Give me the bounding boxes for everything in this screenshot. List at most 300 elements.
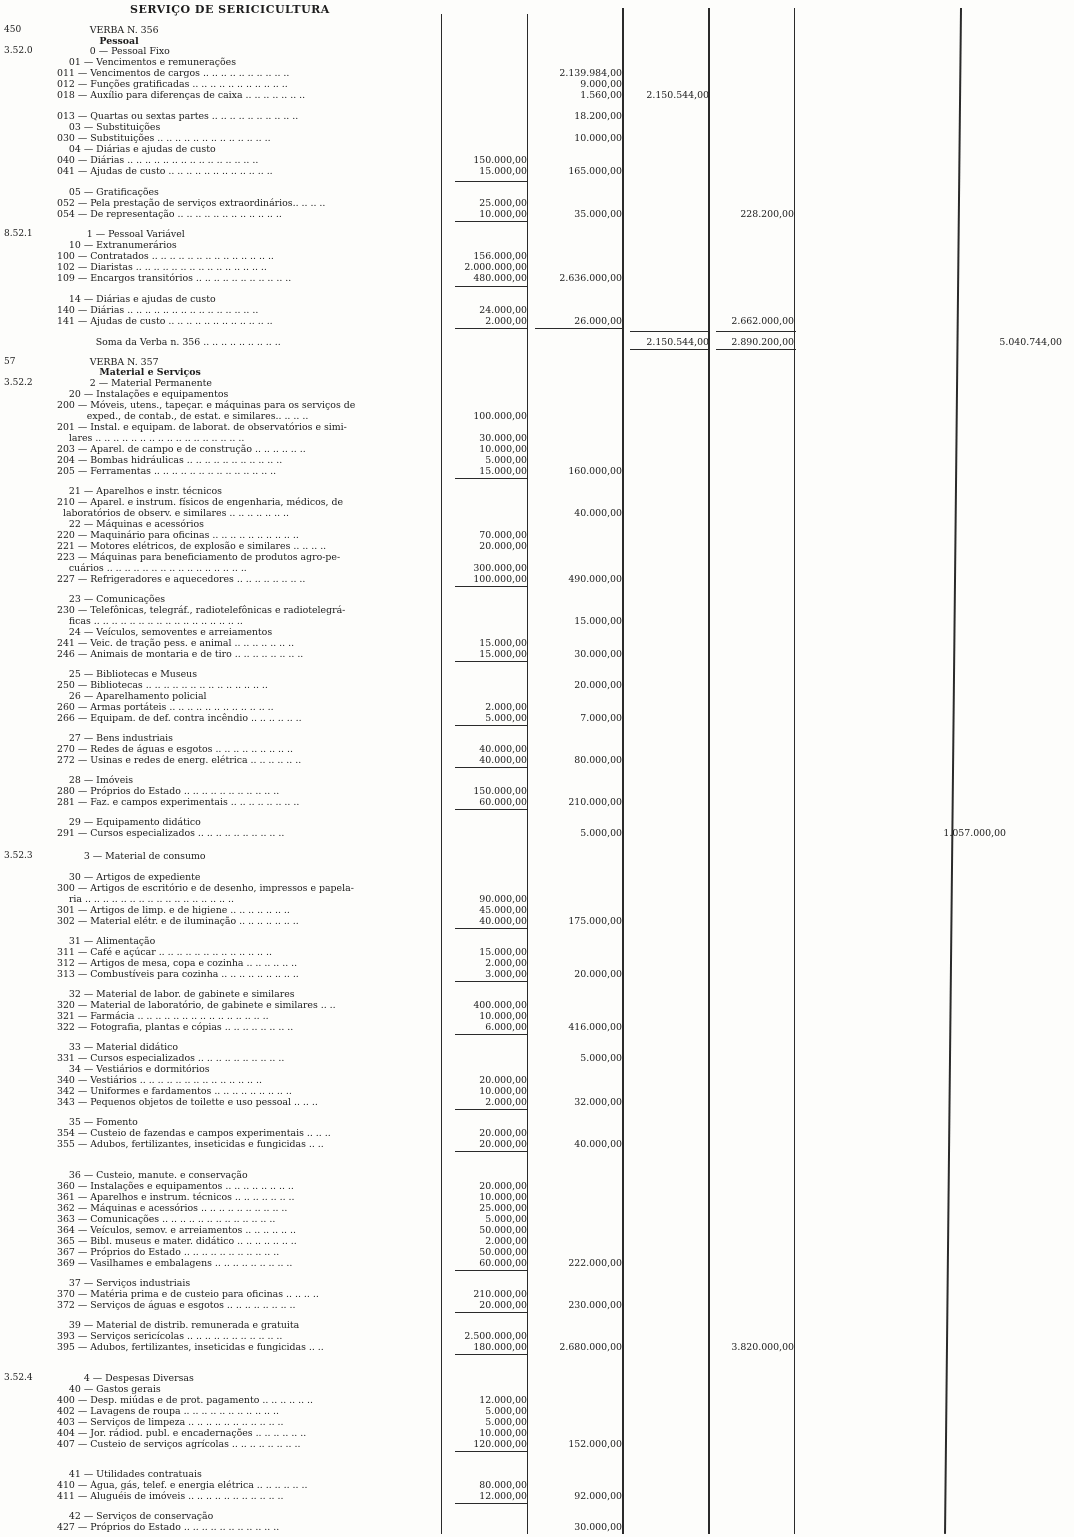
row-label: 018 — Auxílio para diferenças de caixa .. .. .. .. .. .. .. (57, 90, 306, 101)
table-row (0, 240, 1074, 251)
amount-c1: 20.000,00 (479, 1181, 527, 1192)
amount-c1: 120.000,00 (473, 1439, 527, 1450)
table-row (0, 400, 1074, 411)
subtotal-rule (455, 767, 527, 768)
table-row (0, 541, 1074, 552)
row-label: cuários .. .. .. .. .. .. .. .. .. .. .. .. .. .. .. .. (57, 563, 247, 574)
row-label: laboratórios de observ. e similares .. .. .. .. .. .. .. (57, 508, 289, 519)
row-label: 260 — Armas portáteis .. .. .. .. .. .. .. .. .. .. .. .. (57, 702, 274, 713)
amount-c1: 2.000,00 (485, 958, 527, 969)
subtotal-rule (455, 1354, 527, 1355)
row-label: 26 — Aparelhamento policial (57, 691, 207, 702)
row-label: 241 — Veic. de tração pess. e animal .. .. .. .. .. .. .. (57, 638, 295, 649)
row-label: 230 — Telefônicas, telegráf., radiotelefônicas e radiotelegrá- (57, 605, 346, 616)
row-label: 33 — Material didático (57, 1042, 178, 1053)
amount-c1: 15.000,00 (479, 649, 527, 660)
amount-c1: 156.000,00 (473, 251, 527, 262)
amount-c2: 5.000,00 (580, 1053, 622, 1064)
amount-c1: 40.000,00 (479, 744, 527, 755)
table-row (0, 1022, 1074, 1033)
amount-c1: 5.000,00 (485, 1417, 527, 1428)
table-row (0, 1331, 1074, 1342)
amount-c2: 80.000,00 (574, 755, 622, 766)
row-label: 365 — Bibl. museus e mater. didático .. .. .. .. .. .. .. (57, 1236, 297, 1247)
amount-c1: 40.000,00 (479, 755, 527, 766)
amount-c1: 400.000,00 (473, 1000, 527, 1011)
row-label: 23 — Comunicações (57, 594, 166, 605)
amount-c1: 80.000,00 (479, 1480, 527, 1491)
table-row (0, 1480, 1074, 1491)
amount-c1: 2.000.000,00 (464, 262, 527, 273)
row-label: 302 — Material elétr. e de iluminação .. .. .. .. .. .. .. (57, 916, 299, 927)
row-label: 203 — Aparel. de campo e de construção .. .. .. .. .. .. (57, 444, 306, 455)
amount-c1: 10.000,00 (479, 1011, 527, 1022)
margin-code: 3.52.0 (4, 46, 33, 56)
row-label: 370 — Matéria prima e de custeio para oficinas .. .. .. .. (57, 1289, 319, 1300)
table-row (0, 563, 1074, 574)
subtotal-rule (455, 221, 527, 222)
amount-c4: 2.890.200,00 (731, 337, 794, 348)
row-label: 361 — Aparelhos e instrum. técnicos .. .. .. .. .. .. .. (57, 1192, 295, 1203)
row-label: 31 — Alimentação (57, 936, 156, 947)
subtotal-rule (455, 586, 527, 587)
row-label: 2 — Material Permanente (57, 378, 212, 389)
row-label: 25 — Bibliotecas e Museus (57, 669, 198, 680)
table-row (0, 936, 1074, 947)
table-row (0, 1247, 1074, 1258)
table-row (0, 733, 1074, 744)
table-row (0, 1278, 1074, 1289)
row-label: 1 — Pessoal Variável (57, 229, 185, 240)
subtotal-rule (455, 478, 527, 479)
amount-c4: 228.200,00 (740, 209, 794, 220)
amount-c1: 5.000,00 (485, 455, 527, 466)
table-row (0, 1181, 1074, 1192)
amount-c1: 20.000,00 (479, 1139, 527, 1150)
amount-c1: 5.000,00 (485, 1406, 527, 1417)
table-row (0, 1469, 1074, 1480)
subtotal-rule (455, 286, 527, 287)
row-label: 223 — Máquinas para beneficiamento de produtos agro-pe- (57, 552, 341, 563)
row-label: 32 — Material de labor. de gabinete e similares (57, 989, 295, 1000)
subtotal-rule (455, 1312, 527, 1313)
table-row (0, 1203, 1074, 1214)
row-label: 363 — Comunicações .. .. .. .. .. .. .. .. .. .. .. .. .. (57, 1214, 276, 1225)
table-row (0, 316, 1074, 327)
amount-c1: 45.000,00 (479, 905, 527, 916)
table-row (0, 25, 1074, 36)
row-label: 410 — Água, gás, telef. e energia elétrica .. .. .. .. .. .. (57, 1480, 308, 1491)
row-label: 200 — Móveis, utens., tapeçar. e máquinas para os serviços de (57, 400, 356, 411)
amount-c2: 152.000,00 (568, 1439, 622, 1450)
row-label: 372 — Serviços de águas e esgotos .. .. .. .. .. .. .. .. (57, 1300, 296, 1311)
row-label: 313 — Combustíveis para cozinha .. .. .. .. .. .. .. .. .. (57, 969, 299, 980)
row-label: 3 — Material de consumo (57, 851, 206, 862)
amount-c1: 90.000,00 (479, 894, 527, 905)
amount-c1: 5.000,00 (485, 1214, 527, 1225)
table-row (0, 755, 1074, 766)
amount-c2: 490.000,00 (568, 574, 622, 585)
row-label: 30 — Artigos de expediente (57, 872, 201, 883)
amount-c1: 480.000,00 (473, 273, 527, 284)
row-label: 312 — Artigos de mesa, copa e cozinha .. .. .. .. .. .. (57, 958, 298, 969)
table-row (0, 389, 1074, 400)
subtotal-rule (630, 331, 710, 332)
table-row (0, 872, 1074, 883)
amount-c1: 20.000,00 (479, 1128, 527, 1139)
subtotal-rule (455, 1034, 527, 1035)
table-row (0, 552, 1074, 563)
amount-c2: 9.000,00 (580, 79, 622, 90)
amount-c1: 180.000,00 (473, 1342, 527, 1353)
amount-c2: 210.000,00 (568, 797, 622, 808)
row-label: 41 — Utilidades contratuais (57, 1469, 202, 1480)
row-label: 402 — Lavagens de roupa .. .. .. .. .. .. .. .. .. .. .. (57, 1406, 279, 1417)
row-label: 040 — Diárias .. .. .. .. .. .. .. .. .. .. .. .. .. .. .. (57, 155, 259, 166)
amount-c2: 35.000,00 (574, 209, 622, 220)
table-row (0, 133, 1074, 144)
table-row (0, 1236, 1074, 1247)
table-row (0, 916, 1074, 927)
amount-c1: 12.000,00 (479, 1491, 527, 1502)
amount-c2: 2.139.984,00 (559, 68, 622, 79)
row-label: 20 — Instalações e equipamentos (57, 389, 229, 400)
table-row (0, 594, 1074, 605)
table-row (0, 605, 1074, 616)
row-label: 403 — Serviços de limpeza .. .. .. .. .. .. .. .. .. .. .. (57, 1417, 284, 1428)
table-row (0, 519, 1074, 530)
margin-code: 3.52.4 (4, 1373, 33, 1383)
row-label: 40 — Gastos gerais (57, 1384, 161, 1395)
table-row (0, 1128, 1074, 1139)
amount-c1: 2.000,00 (485, 316, 527, 327)
subtotal-rule (455, 981, 527, 982)
amount-c2: 160.000,00 (568, 466, 622, 477)
amount-c1: 12.000,00 (479, 1395, 527, 1406)
row-label: 221 — Motores elétricos, de explosão e similares .. .. .. .. (57, 541, 327, 552)
amount-c1: 40.000,00 (479, 916, 527, 927)
table-row (0, 455, 1074, 466)
amount-c1: 3.000,00 (485, 969, 527, 980)
table-row (0, 1417, 1074, 1428)
table-row (0, 1373, 1074, 1384)
table-row (0, 1428, 1074, 1439)
table-row (0, 744, 1074, 755)
subtotal-rule (630, 349, 710, 350)
table-row (0, 969, 1074, 980)
table-row (0, 1086, 1074, 1097)
amount-c1: 60.000,00 (479, 1258, 527, 1269)
row-label: 321 — Farmácia .. .. .. .. .. .. .. .. .. .. .. .. .. .. .. (57, 1011, 269, 1022)
row-label: 369 — Vasilhames e embalagens .. .. .. .. .. .. .. .. .. (57, 1258, 293, 1269)
amount-c1: 70.000,00 (479, 530, 527, 541)
row-label: 052 — Pela prestação de serviços extraordinários.. .. .. .. (57, 198, 326, 209)
row-label: 35 — Fomento (57, 1117, 138, 1128)
amount-c6: 5.040.744,00 (999, 337, 1062, 348)
amount-c1: 2.000,00 (485, 702, 527, 713)
table-row (0, 209, 1074, 220)
subtotal-rule (455, 1503, 527, 1504)
row-label: 29 — Equipamento didático (57, 817, 201, 828)
row-label: 331 — Cursos especializados .. .. .. .. .. .. .. .. .. .. (57, 1053, 285, 1064)
amount-c1: 100.000,00 (473, 411, 527, 422)
table-row (0, 797, 1074, 808)
amount-c4: 3.820.000,00 (731, 1342, 794, 1353)
table-row (0, 90, 1074, 101)
table-row (0, 46, 1074, 57)
row-label: 227 — Refrigeradores e aquecedores .. .. .. .. .. .. .. .. (57, 574, 306, 585)
row-label: 0 — Pessoal Fixo (57, 46, 170, 57)
row-label: 100 — Contratados .. .. .. .. .. .. .. .. .. .. .. .. .. .. (57, 251, 274, 262)
amount-c1: 10.000,00 (479, 1192, 527, 1203)
table-row (0, 68, 1074, 79)
row-label: 34 — Vestiários e dormitórios (57, 1064, 210, 1075)
amount-c2: 20.000,00 (574, 680, 622, 691)
amount-c1: 10.000,00 (479, 1086, 527, 1097)
row-label: 140 — Diárias .. .. .. .. .. .. .. .. .. .. .. .. .. .. .. (57, 305, 259, 316)
row-label: 270 — Redes de águas e esgotos .. .. .. .. .. .. .. .. .. (57, 744, 293, 755)
row-label: 05 — Gratificações (57, 187, 159, 198)
table-row (0, 894, 1074, 905)
table-row (0, 1117, 1074, 1128)
table-row (0, 466, 1074, 477)
table-row (0, 273, 1074, 284)
table-row (0, 1522, 1074, 1533)
table-row (0, 497, 1074, 508)
amount-c2: 1.560,00 (580, 90, 622, 101)
row-label: 22 — Máquinas e acessórios (57, 519, 204, 530)
amount-c1: 10.000,00 (479, 444, 527, 455)
amount-c1: 30.000,00 (479, 433, 527, 444)
table-row (0, 166, 1074, 177)
amount-c1: 210.000,00 (473, 1289, 527, 1300)
table-row (0, 187, 1074, 198)
table-row (0, 1289, 1074, 1300)
amount-c1: 10.000,00 (479, 209, 527, 220)
amount-c1: 100.000,00 (473, 574, 527, 585)
margin-code: 3.52.2 (4, 378, 33, 388)
row-label: lares .. .. .. .. .. .. .. .. .. .. .. .. .. .. .. .. .. (57, 433, 245, 444)
subtotal-rule (455, 1151, 527, 1152)
table-row (0, 1011, 1074, 1022)
amount-c1: 15.000,00 (479, 947, 527, 958)
amount-c1: 150.000,00 (473, 155, 527, 166)
row-label: 054 — De representação .. .. .. .. .. .. .. .. .. .. .. .. (57, 209, 282, 220)
row-label: 4 — Despesas Diversas (57, 1373, 194, 1384)
table-row (0, 1042, 1074, 1053)
row-label: 250 — Bibliotecas .. .. .. .. .. .. .. .. .. .. .. .. .. .. (57, 680, 268, 691)
amount-c2: 2.636.000,00 (559, 273, 622, 284)
row-label: 03 — Substituições (57, 122, 161, 133)
row-label: 354 — Custeio de fazendas e campos experimentais .. .. .. (57, 1128, 331, 1139)
amount-c2: 26.000,00 (574, 316, 622, 327)
subtotal-rule (455, 725, 527, 726)
amount-c2: 5.000,00 (580, 828, 622, 839)
subtotal-rule (455, 328, 527, 329)
row-label: 109 — Encargos transitórios .. .. .. .. .. .. .. .. .. .. .. (57, 273, 292, 284)
row-label: 21 — Aparelhos e instr. técnicos (57, 486, 222, 497)
row-label: 39 — Material de distrib. remunerada e gratuita (57, 1320, 300, 1331)
amount-c2: 30.000,00 (574, 649, 622, 660)
row-label: 364 — Veículos, semov. e arreiamentos .. .. .. .. .. .. (57, 1225, 296, 1236)
amount-c2: 40.000,00 (574, 1139, 622, 1150)
amount-c1: 25.000,00 (479, 1203, 527, 1214)
row-label: 411 — Aluguéis de imóveis .. .. .. .. .. .. .. .. .. .. .. (57, 1491, 284, 1502)
row-label: 204 — Bombas hidráulicas .. .. .. .. .. .. .. .. .. .. .. (57, 455, 283, 466)
table-row (0, 691, 1074, 702)
row-label: 272 — Usinas e redes de energ. elétrica .. .. .. .. .. .. (57, 755, 302, 766)
amount-c2: 175.000,00 (568, 916, 622, 927)
table-row (0, 1192, 1074, 1203)
table-row (0, 1491, 1074, 1502)
row-label: 04 — Diárias e ajudas de custo (57, 144, 216, 155)
table-row (0, 367, 1074, 378)
table-row (0, 1258, 1074, 1269)
row-label: 280 — Próprios do Estado .. .. .. .. .. .. .. .. .. .. .. (57, 786, 280, 797)
subtotal-rule (455, 661, 527, 662)
subtotal-rule (455, 181, 527, 182)
row-label: 320 — Material de laboratório, de gabinete e similares .. .. (57, 1000, 336, 1011)
row-label: Material e Serviços (57, 367, 201, 378)
table-row (0, 111, 1074, 122)
amount-c1: 20.000,00 (479, 1075, 527, 1086)
table-row (0, 883, 1074, 894)
amount-c2: 222.000,00 (568, 1258, 622, 1269)
row-label: 281 — Faz. e campos experimentais .. .. .. .. .. .. .. .. (57, 797, 300, 808)
table-row (0, 713, 1074, 724)
table-row (0, 627, 1074, 638)
amount-c1: 2.000,00 (485, 1236, 527, 1247)
row-label: 311 — Café e açúcar .. .. .. .. .. .. .. .. .. .. .. .. .. (57, 947, 272, 958)
table-row (0, 1170, 1074, 1181)
amount-c2: 18.200,00 (574, 111, 622, 122)
row-label: 395 — Adubos, fertilizantes, inseticidas e fungicidas .. .. (57, 1342, 324, 1353)
margin-code: 3.52.3 (4, 851, 33, 861)
table-row (0, 1395, 1074, 1406)
row-label: 27 — Bens industriais (57, 733, 173, 744)
table-row (0, 198, 1074, 209)
amount-c4: 2.662.000,00 (731, 316, 794, 327)
row-label: 37 — Serviços industriais (57, 1278, 191, 1289)
margin-code: 57 (4, 357, 16, 367)
row-label: Pessoal (57, 36, 139, 47)
table-row (0, 702, 1074, 713)
table-row (0, 669, 1074, 680)
amount-c2: 40.000,00 (574, 508, 622, 519)
amount-c1: 10.000,00 (479, 1428, 527, 1439)
table-row (0, 958, 1074, 969)
table-row (0, 229, 1074, 240)
row-label: 14 — Diárias e ajudas de custo (57, 294, 216, 305)
amount-c2: 230.000,00 (568, 1300, 622, 1311)
row-label: 400 — Desp. miúdas e de prot. pagamento .. .. .. .. .. .. (57, 1395, 313, 1406)
amount-c3: 2.150.544,00 (646, 337, 709, 348)
table-row (0, 530, 1074, 541)
subtotal-rule (455, 1109, 527, 1110)
row-label: 102 — Diaristas .. .. .. .. .. .. .. .. .. .. .. .. .. .. .. (57, 262, 267, 273)
row-label: VERBA N. 356 (57, 25, 159, 36)
row-label: 01 — Vencimentos e remunerações (57, 57, 237, 68)
amount-c2: 165.000,00 (568, 166, 622, 177)
row-label: ficas .. .. .. .. .. .. .. .. .. .. .. .. .. .. .. .. .. (57, 616, 243, 627)
row-label: 10 — Extranumerários (57, 240, 177, 251)
table-row (0, 649, 1074, 660)
margin-code: 450 (4, 25, 22, 35)
row-label: 220 — Maquinário para oficinas .. .. .. .. .. .. .. .. .. .. (57, 530, 299, 541)
row-label: 360 — Instalações e equipamentos .. .. .. .. .. .. .. .. (57, 1181, 294, 1192)
table-row (0, 444, 1074, 455)
amount-c2: 15.000,00 (574, 616, 622, 627)
amount-c1: 20.000,00 (479, 541, 527, 552)
amount-c1: 15.000,00 (479, 638, 527, 649)
amount-c1: 60.000,00 (479, 797, 527, 808)
table-row (0, 508, 1074, 519)
amount-c2: 7.000,00 (580, 713, 622, 724)
row-label: 246 — Animais de montaria e de tiro .. .. .. .. .. .. .. .. (57, 649, 304, 660)
table-row (0, 79, 1074, 90)
amount-c2: 416.000,00 (568, 1022, 622, 1033)
row-label: 404 — Jor. rádiod. publ. e encadernações .. .. .. .. .. .. (57, 1428, 307, 1439)
table-row (0, 1320, 1074, 1331)
margin-code: 8.52.1 (4, 229, 33, 239)
table-row (0, 1384, 1074, 1395)
row-label: Soma da Verba n. 356 .. .. .. .. .. .. .. .. .. (57, 337, 281, 348)
subtotal-rule (455, 1451, 527, 1452)
row-label: 24 — Veículos, semoventes e arreiamentos (57, 627, 273, 638)
row-label: 205 — Ferramentas .. .. .. .. .. .. .. .. .. .. .. .. .. .. (57, 466, 277, 477)
row-label: 342 — Uniformes e fardamentos .. .. .. .. .. .. .. .. .. (57, 1086, 292, 1097)
row-label: 355 — Adubos, fertilizantes, inseticidas e fungicidas .. .. (57, 1139, 324, 1150)
table-row (0, 1225, 1074, 1236)
row-label: 427 — Próprios do Estado .. .. .. .. .. .. .. .. .. .. .. (57, 1522, 280, 1533)
amount-c1: 6.000,00 (485, 1022, 527, 1033)
row-label: exped., de contab., de estat. e similares.. .. .. .. (57, 411, 309, 422)
amount-c1: 5.000,00 (485, 713, 527, 724)
amount-c1: 15.000,00 (479, 466, 527, 477)
row-label: 011 — Vencimentos de cargos .. .. .. .. .. .. .. .. .. .. (57, 68, 290, 79)
table-row (0, 616, 1074, 627)
amount-c1: 25.000,00 (479, 198, 527, 209)
row-label: 030 — Substituições .. .. .. .. .. .. .. .. .. .. .. .. .. (57, 133, 271, 144)
row-label: 012 — Funções gratificadas .. .. .. .. .. .. .. .. .. .. .. (57, 79, 288, 90)
row-label: 041 — Ajudas de custo .. .. .. .. .. .. .. .. .. .. .. .. (57, 166, 273, 177)
row-label: 300 — Artigos de escritório e de desenho, impressos e papela- (57, 883, 354, 894)
subtotal-rule (455, 809, 527, 810)
table-row (0, 122, 1074, 133)
row-label: 393 — Serviços sericícolas .. .. .. .. .. .. .. .. .. .. .. (57, 1331, 283, 1342)
row-label: 36 — Custeio, manute. e conservação (57, 1170, 248, 1181)
table-row (0, 1214, 1074, 1225)
subtotal-rule (716, 331, 796, 332)
table-row (0, 486, 1074, 497)
row-label: 407 — Custeio de serviços agrícolas .. .. .. .. .. .. .. .. (57, 1439, 301, 1450)
row-label: 291 — Cursos especializados .. .. .. .. .. .. .. .. .. .. (57, 828, 285, 839)
table-row (0, 638, 1074, 649)
amount-c2: 32.000,00 (574, 1097, 622, 1108)
amount-c1: 150.000,00 (473, 786, 527, 797)
row-label: 210 — Aparel. e instrum. físicos de engenharia, médicos, de (57, 497, 344, 508)
table-row (0, 251, 1074, 262)
row-label: 367 — Próprios do Estado .. .. .. .. .. .. .. .. .. .. .. (57, 1247, 280, 1258)
table-row (0, 262, 1074, 273)
amount-c1: 24.000,00 (479, 305, 527, 316)
row-label: ria .. .. .. .. .. .. .. .. .. .. .. .. .. .. .. .. .. (57, 894, 234, 905)
row-label: 141 — Ajudas de custo .. .. .. .. .. .. .. .. .. .. .. .. (57, 316, 273, 327)
amount-c1: 2.500.000,00 (464, 1331, 527, 1342)
table-row (0, 828, 1074, 839)
table-row (0, 989, 1074, 1000)
table-row (0, 411, 1074, 422)
